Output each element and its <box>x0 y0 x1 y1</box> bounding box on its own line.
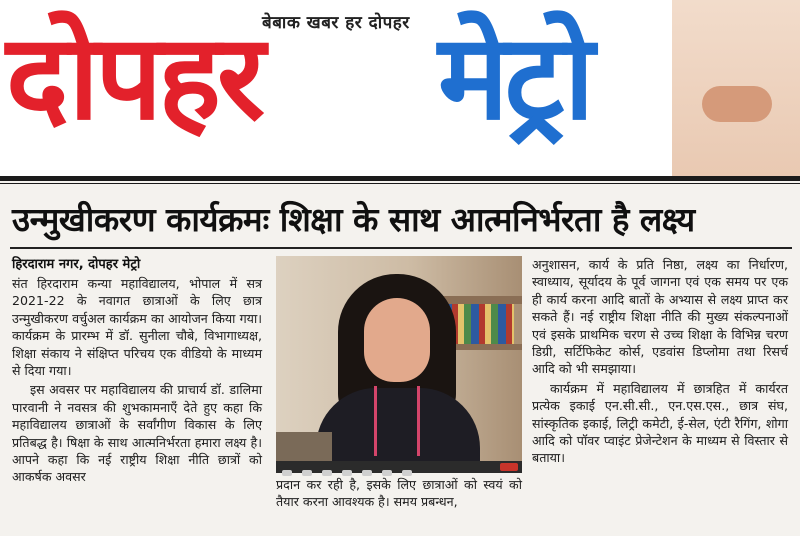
hand-image <box>702 86 772 122</box>
article-photo <box>276 256 522 461</box>
masthead-tagline: बेबाक खबर हर दोपहर <box>262 13 410 33</box>
article-paragraph: प्रदान कर रही है, इसके लिए छात्राओं को स्वयं को तैयार करना आवश्यक है। समय प्रबन्धन, <box>276 477 522 510</box>
photo-person-face <box>364 298 430 382</box>
article-dateline: हिरदाराम नगर, दोपहर मेट्रो <box>12 257 141 272</box>
article-paragraph: संत हिरदाराम कन्या महाविद्यालय, भोपाल में सत्र 2021-22 के नवागत छात्राओं के लिए छात्र उन्मुखीकरण वर्चुअल कार्यक्रम का आयोजन किया गया। कार्यक्रम के प्रारम्भ में डॉ. सुनीला चौबे, विभागाध्यक्ष, शिक्षा संकाय ने संक्षिप्त परिचय एक वीडियो के माध्यम से दिया गया। <box>12 276 262 379</box>
article-paragraph: कार्यक्रम में महाविद्यालय में छात्रहित में कार्यरत प्रत्येक इकाई एन.सी.सी., एन.एस.एस., छात्र संघ, सांस्कृतिक इकाई, लिट्री कमेटी, ई-सेल, एंटी रैगिंग, शोगा आदि को पॉवर प्वाइंट प्रेजेन्टेशन के माध्यम से विस्तार से बताया। <box>532 380 788 466</box>
article-paragraph: इस अवसर पर महाविद्यालय की प्राचार्य डॉ. डालिमा पारवानी ने नवसत्र की शुभकामनाएँ देते हुए कहा कि महाविद्यालय छात्राओं के सर्वांगीण विकास के लिए प्रतिबद्ध है। षिक्षा के साथ आत्मनिर्भरता हमारा लक्ष्य है। आपने कहा कि नई राष्ट्रीय शिक्षा नीति छात्रों को आकर्षक अवसर <box>12 382 262 485</box>
photo-object <box>276 432 332 461</box>
photo-shelf <box>436 296 522 304</box>
masthead-photo-strip <box>672 0 800 176</box>
photo-person-lanyard <box>374 386 420 456</box>
end-call-icon <box>500 463 518 471</box>
article-paragraph: अनुशासन, कार्य के प्रति निष्ठा, लक्ष्य का निर्धारण, स्वाध्याय, सूर्यादय के पूर्व जागना एवं एक समय पर एक ही कार्य करना आदि बातों के अभ्यास से लक्ष्य प्राप्त कर सकते हैं। नई राष्ट्रीय शिक्षा नीति की मुख्य संकल्पनाओं एवं इसके प्राथमिक चरण से उच्च शिक्षा के विभिन्न चरण डिग्री, सर्टिफिकेट कोर्स, एडवांस डिप्लोमा तथा रिसर्च आदि को भी समझाया। <box>532 257 788 377</box>
masthead-brand-part2: मेट्रो <box>438 8 591 146</box>
video-call-toolbar <box>276 461 522 473</box>
article-headline: उन्मुखीकरण कार्यक्रमः शिक्षा के साथ आत्मनिर्भरता है लक्ष्य <box>12 200 695 239</box>
masthead-rule <box>0 176 800 181</box>
masthead <box>0 0 800 176</box>
masthead-rule-thin <box>0 183 800 184</box>
article-column-left <box>12 275 262 488</box>
headline-rule <box>10 247 792 249</box>
article-column-middle <box>276 476 522 513</box>
article-column-right <box>532 256 788 469</box>
masthead-brand-part1: दोपहर <box>6 8 262 146</box>
